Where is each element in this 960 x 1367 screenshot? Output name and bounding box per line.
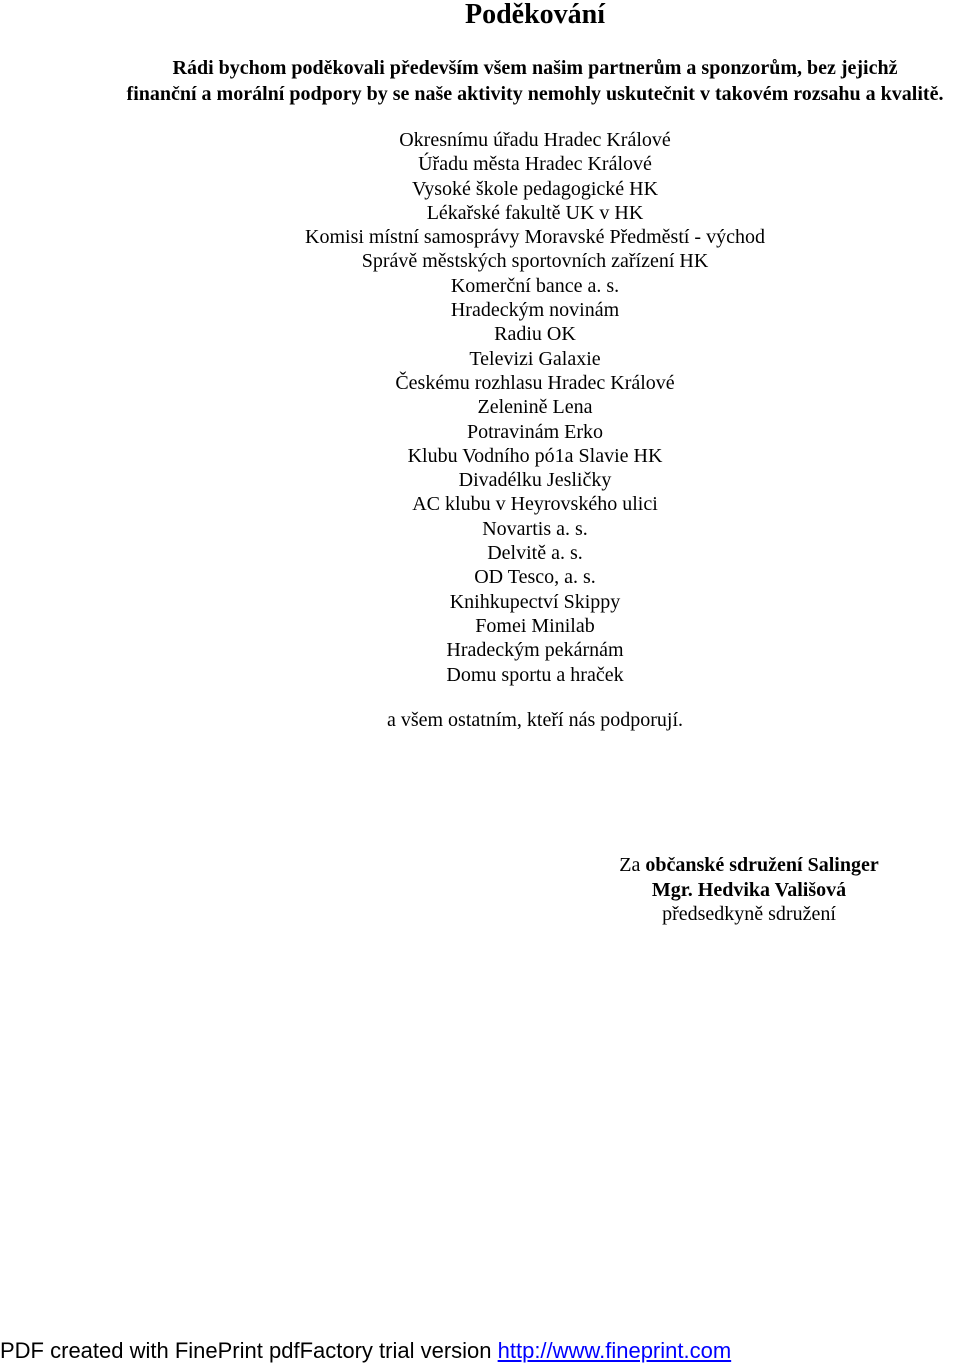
signature-block	[603, 853, 895, 927]
page-title: Poděkování	[464, 0, 606, 30]
sponsor-item: Zelenině Lena	[477, 396, 593, 419]
sponsor-item: Hradeckým pekárnám	[446, 639, 624, 662]
sponsor-item: Lékařské fakultě UK v HK	[426, 201, 644, 224]
sponsor-item: Okresnímu úřadu Hradec Králové	[399, 129, 671, 151]
sponsor-item: Vysoké škole pedagogické HK	[411, 177, 659, 200]
sponsor-item: AC klubu v Heyrovského ulici	[412, 493, 658, 516]
sponsor-item: OD Tesco, a. s.	[474, 566, 596, 589]
sponsor-item: Úřadu města Hradec Králové	[418, 153, 652, 176]
sponsor-item: Komerční bance a. s.	[450, 274, 620, 297]
sponsor-item: Radiu OK	[494, 323, 576, 346]
sponsor-item: Divadélku Jesličky	[458, 469, 612, 492]
sponsor-item: Delvitě a. s.	[487, 542, 583, 565]
sponsor-item: Klubu Vodního pó1a Slavie HK	[407, 444, 663, 467]
signature-prefix: Za	[619, 854, 646, 876]
intro-line: finanční a morální podpory by se naše aktivity nemohly uskutečnit v takovém rozsahu a kvalitě.	[126, 83, 944, 105]
sponsor-item: Správě městských sportovních zařízení HK	[361, 250, 709, 273]
sponsor-item: Hradeckým novinám	[450, 299, 620, 322]
sponsor-item: Knihkupectví Skippy	[449, 590, 621, 613]
footer-link[interactable]: http://www.fineprint.com	[497, 1338, 732, 1363]
sponsor-item: Televizi Galaxie	[469, 347, 601, 370]
signature-organization: občanské sdružení Salinger	[645, 854, 879, 876]
pdf-footer	[0, 1336, 960, 1367]
intro-paragraph	[0, 55, 960, 107]
sponsor-list	[0, 128, 960, 687]
footer-text: PDF created with FinePrint pdfFactory trial version	[0, 1338, 498, 1363]
signature-role: předsedkyně sdružení	[662, 903, 836, 925]
sponsor-item: Českému rozhlasu Hradec Králové	[395, 371, 675, 394]
sponsor-item: Fomei Minilab	[475, 614, 595, 637]
signature-organization-line	[603, 853, 895, 878]
sponsor-item: Potravinám Erko	[466, 420, 604, 443]
sponsor-item: Komisi místní samosprávy Moravské Předměstí - východ	[305, 226, 765, 249]
sponsor-item: Domu sportu a hraček	[446, 663, 624, 686]
closing-line: a všem ostatním, kteří nás podporují.	[386, 709, 684, 731]
intro-line: Rádi bychom poděkovali především všem našim partnerům a sponzorům, bez jejichž	[172, 57, 898, 79]
sponsor-item: Novartis a. s.	[482, 517, 588, 540]
signature-name: Mgr. Hedvika Vališová	[651, 878, 847, 901]
